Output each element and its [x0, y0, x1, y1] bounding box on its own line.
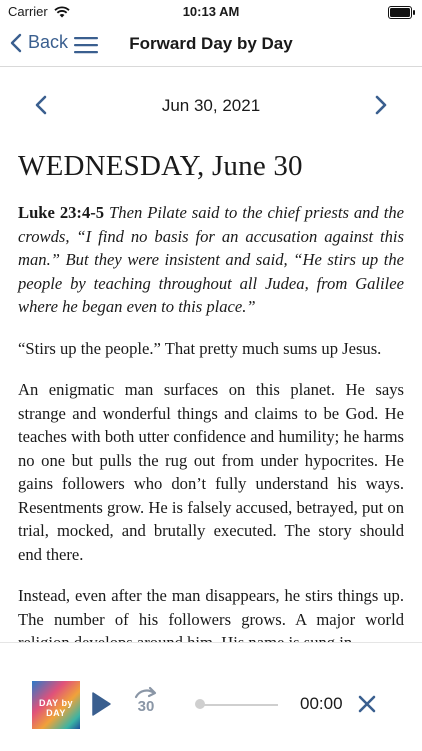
elapsed-time: 00:00	[300, 694, 343, 713]
artwork-title: DAY by DAY	[38, 698, 74, 718]
day-heading: WEDNESDAY, June 30	[18, 150, 303, 182]
progress-track[interactable]	[200, 704, 278, 706]
play-button[interactable]	[90, 691, 112, 717]
navigation-bar	[0, 24, 422, 67]
paragraph: “Stirs up the people.” That pretty much sums up Jesus.	[18, 338, 382, 358]
devotional-content[interactable]	[18, 150, 404, 642]
close-icon[interactable]	[358, 695, 376, 713]
progress-slider-knob[interactable]	[195, 699, 205, 709]
date-navigator	[0, 90, 422, 122]
scripture-text: Then Pilate said to the chief priests and the crowds, “I find no basis for an accusation against this man.” But they were insistent and said, “He stirs up the people by teaching throughout all Judea, from Galilee where he began even to this place.”	[18, 203, 404, 316]
carrier-label: Carrier	[8, 4, 48, 19]
skip-seconds: 30	[137, 698, 155, 715]
status-time: 10:13 AM	[182, 4, 240, 19]
page-title: Forward Day by Day	[129, 34, 293, 53]
scripture-reference: Luke 23:4-5	[18, 203, 105, 222]
album-artwork	[32, 681, 80, 729]
back-label: Back	[28, 32, 69, 52]
status-bar	[0, 0, 422, 24]
paragraph: An enigmatic man surfaces on this planet. He says strange and wonderful things and claims to be God. He teaches with both utter confidence and humility; he harms no one but pulls the rug out from under hypocrites. He gains followers who don’t fully understand his ways. Resentments grow. He is falsely accused, betrayed, put on trial, mocked, and brutally executed. The story should end there.	[18, 380, 404, 564]
current-date: Jun 30, 2021	[161, 96, 261, 115]
audio-player	[0, 642, 422, 751]
next-day-button[interactable]	[374, 94, 388, 116]
battery-icon	[388, 6, 412, 19]
scripture-passage	[18, 201, 404, 319]
paragraph: Instead, even after the man disappears, he stirs things up. The number of his followers grows. A major world	[18, 586, 404, 629]
skip-forward-button[interactable]	[128, 683, 162, 723]
